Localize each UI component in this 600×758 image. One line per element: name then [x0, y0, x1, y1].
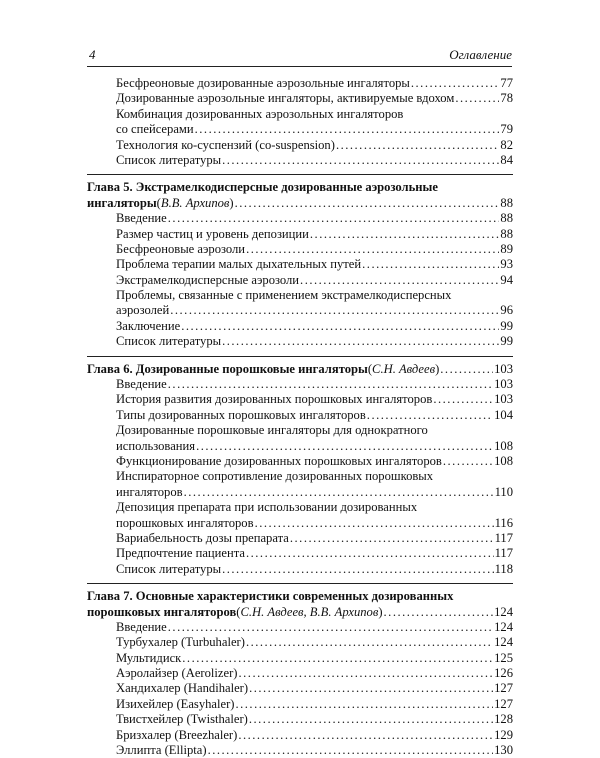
toc-entry — [87, 651, 513, 666]
toc-entry-page: 88 — [500, 211, 513, 226]
chapter-5-close-paren: ) — [229, 195, 234, 210]
toc-entry-title: Турбухалер (Turbuhaler) — [116, 635, 245, 650]
toc-entry-title: Мультидиск — [116, 650, 182, 665]
toc-entry-page: 93 — [500, 257, 513, 272]
toc-entry — [87, 666, 513, 681]
toc-entry-title: Дозированные аэрозольные ингаляторы, активируемые вдохом — [116, 91, 455, 106]
toc-entry — [87, 273, 513, 288]
toc-entry-title: Список литературы — [116, 334, 222, 349]
toc-entry — [87, 91, 513, 106]
toc-entry-page: 77 — [500, 76, 513, 90]
toc-entry-page: 124 — [494, 619, 513, 634]
leader-dots — [246, 242, 499, 257]
toc-entry-title: использования — [116, 438, 196, 453]
chapter-5-page: 88 — [500, 195, 513, 210]
header-rule — [87, 66, 512, 67]
toc-entry-title: Эллипта (Ellipta) — [116, 743, 207, 758]
toc-entry-page: 79 — [500, 122, 513, 137]
chapter-6-page: 103 — [494, 361, 513, 376]
chapter-7-title-end: порошковых ингаляторов — [87, 604, 237, 619]
toc-entry-title: со спейсерами — [116, 122, 194, 137]
chapter-separator — [87, 356, 513, 357]
table-of-contents — [87, 76, 513, 758]
toc-entry-title: Введение — [116, 619, 167, 634]
toc-entry-page: 124 — [494, 635, 513, 650]
chapter-separator — [87, 583, 513, 584]
toc-entry — [87, 620, 513, 635]
leader-dots — [195, 122, 500, 137]
toc-entry — [87, 392, 513, 407]
running-title: Оглавление — [449, 47, 512, 62]
leader-dots — [255, 516, 494, 531]
toc-entry-title: Заключение — [116, 318, 181, 333]
leader-dots — [411, 76, 500, 91]
leader-dots — [181, 319, 499, 334]
toc-entry-page: 78 — [500, 91, 513, 106]
page-number: 4 — [89, 47, 96, 62]
toc-entry-page: 117 — [494, 530, 513, 545]
leader-dots — [440, 362, 493, 377]
toc-entry-page: 99 — [500, 318, 513, 333]
toc-entry — [87, 122, 513, 137]
chapter-6-open-paren: ( — [367, 361, 373, 376]
toc-entry-title: Список литературы — [116, 561, 222, 576]
toc-entry-page: 108 — [494, 438, 513, 453]
chapter-7-close-paren: ) — [378, 604, 383, 619]
leader-dots — [249, 712, 493, 727]
toc-entry-page: 94 — [500, 272, 513, 287]
toc-entry — [87, 743, 513, 758]
toc-entry-title: Бесфреоновые дозированные аэрозольные ингаляторы — [116, 76, 410, 90]
leader-dots — [384, 605, 494, 620]
toc-entry — [87, 516, 513, 531]
toc-entry — [87, 454, 513, 469]
leader-dots — [300, 273, 499, 288]
toc-entry-title: Размер частиц и уровень депозиции — [116, 226, 309, 241]
leader-dots — [246, 546, 494, 561]
leader-dots — [290, 531, 494, 546]
toc-entry-title: ингаляторов — [116, 484, 183, 499]
toc-entry-title-line: Депозиция препарата при использовании дозированных — [116, 500, 418, 515]
chapter-7-title-line-2 — [87, 605, 513, 620]
toc-entry — [87, 635, 513, 650]
top-entries — [87, 76, 513, 168]
toc-entry — [87, 531, 513, 546]
leader-dots — [235, 697, 493, 712]
leader-dots — [455, 91, 499, 106]
toc-entry-page: 108 — [494, 453, 513, 468]
toc-entry — [87, 227, 513, 242]
chapter-separator — [87, 174, 513, 175]
leader-dots — [238, 728, 493, 743]
leader-dots — [208, 743, 494, 758]
toc-entry-page: 96 — [500, 303, 513, 318]
chapter-7-title-line-1: Глава 7. Основные характеристики современных дозированных — [87, 589, 454, 604]
leader-dots — [367, 408, 493, 423]
toc-entry — [87, 211, 513, 226]
toc-entry-page: 82 — [500, 137, 513, 152]
leader-dots — [182, 651, 493, 666]
chapter-7-entries — [87, 620, 513, 758]
toc-entry — [87, 546, 513, 561]
toc-entry-page: 89 — [500, 241, 513, 256]
toc-entry-title-line: Дозированные порошковые ингаляторы для однократного — [116, 423, 428, 438]
toc-entry — [87, 153, 513, 168]
toc-entry-page: 127 — [494, 681, 513, 696]
toc-entry — [87, 712, 513, 727]
toc-entry-page: 103 — [494, 377, 513, 392]
toc-entry-title: порошковых ингаляторов — [116, 515, 254, 530]
leader-dots — [246, 635, 493, 650]
toc-entry-title: Вариабельность дозы препарата — [116, 530, 289, 545]
toc-entry-page: 130 — [494, 743, 513, 758]
toc-entry-title: Хандихалер (Handihaler) — [116, 681, 249, 696]
toc-entry-title: Технология ко-суспензий (co-suspension) — [116, 137, 335, 152]
toc-entry-title: Проблема терапии малых дыхательных путей — [116, 257, 362, 272]
toc-entry — [87, 242, 513, 257]
toc-entry-title: Предпочтение пациента — [116, 546, 245, 561]
toc-entry-title: История развития дозированных порошковых ингаляторов — [116, 392, 433, 407]
leader-dots — [168, 620, 493, 635]
toc-entry-title: Функционирование дозированных порошковых ингаляторов — [116, 453, 442, 468]
chapter-5-title-end: ингаляторы — [87, 195, 157, 210]
leader-dots — [222, 562, 493, 577]
toc-entry — [87, 257, 513, 272]
toc-entry-title: Изихейлер (Easyhaler) — [116, 696, 235, 711]
toc-entry-title: Список литературы — [116, 152, 222, 167]
toc-entry-page: 84 — [500, 152, 513, 167]
toc-entry — [87, 76, 513, 91]
leader-dots — [443, 454, 493, 469]
toc-entry-page: 116 — [494, 515, 513, 530]
toc-entry-title-line: Проблемы, связанные с применением экстрамелкодисперсных — [116, 288, 452, 303]
toc-entry — [87, 303, 513, 318]
toc-entry-page: 88 — [500, 226, 513, 241]
toc-entry-title: Бесфреоновые аэрозоли — [116, 241, 246, 256]
leader-dots — [336, 138, 499, 153]
leader-dots — [222, 334, 499, 349]
toc-entry-page: 110 — [494, 484, 513, 499]
toc-entry-page: 104 — [494, 407, 513, 422]
leader-dots — [249, 681, 493, 696]
leader-dots — [362, 257, 499, 272]
toc-entry — [87, 681, 513, 696]
toc-entry-page: 125 — [494, 650, 513, 665]
toc-entry — [87, 728, 513, 743]
toc-entry-title: Экстрамелкодисперсные аэрозоли — [116, 272, 300, 287]
chapter-5-title-line-1: Глава 5. Экстрамелкодисперсные дозированные аэрозольные — [87, 180, 438, 195]
chapter-5-entries — [87, 211, 513, 350]
chapter-7-author: С.Н. Авдеев, В.В. Архипов — [240, 604, 379, 619]
leader-dots — [184, 485, 494, 500]
toc-entry-page: 99 — [500, 334, 513, 349]
leader-dots — [170, 303, 499, 318]
toc-entry — [87, 408, 513, 423]
toc-entry — [87, 334, 513, 349]
toc-entry-title: Аэролайзер (Aerolizer) — [116, 666, 238, 681]
leader-dots — [168, 211, 500, 226]
leader-dots — [222, 153, 499, 168]
toc-entry-page: 117 — [494, 546, 513, 561]
toc-entry-title: Введение — [116, 377, 167, 392]
toc-entry-page: 118 — [494, 561, 513, 576]
leader-dots — [239, 666, 494, 681]
toc-entry — [87, 319, 513, 334]
toc-entry-title-line: Инспираторное сопротивление дозированных порошковых — [116, 469, 434, 484]
toc-entry — [87, 439, 513, 454]
toc-entry-title: Твистхейлер (Twisthaler) — [116, 712, 248, 727]
chapter-6-entries — [87, 377, 513, 577]
leader-dots — [196, 439, 493, 454]
toc-entry — [87, 562, 513, 577]
toc-entry-page: 126 — [494, 666, 513, 681]
toc-entry — [87, 485, 513, 500]
leader-dots — [168, 377, 493, 392]
leader-dots — [433, 392, 493, 407]
toc-entry-page: 127 — [494, 696, 513, 711]
toc-entry-page: 129 — [494, 727, 513, 742]
chapter-6-title: Глава 6. Дозированные порошковые ингаляторы — [87, 361, 368, 376]
toc-entry-title: Бризхалер (Breezhaler) — [116, 727, 238, 742]
leader-dots — [235, 196, 500, 211]
toc-entry — [87, 377, 513, 392]
chapter-6-title-line — [87, 362, 513, 377]
toc-entry-title: Введение — [116, 211, 167, 226]
toc-entry-title: аэрозолей — [116, 303, 170, 318]
chapter-5-open-paren: ( — [156, 195, 161, 210]
toc-entry-title: Типы дозированных порошковых ингаляторов — [116, 407, 366, 422]
toc-entry — [87, 697, 513, 712]
chapter-7-open-paren: ( — [236, 604, 241, 619]
toc-entry-page: 103 — [494, 392, 513, 407]
toc-entry — [87, 138, 513, 153]
leader-dots — [310, 227, 500, 242]
chapter-6-close-paren: ) — [435, 361, 440, 376]
chapter-6-author: С.Н. Авдеев — [372, 361, 436, 376]
chapter-7-page: 124 — [494, 604, 513, 619]
chapter-5-author: В.В. Архипов — [160, 195, 230, 210]
toc-entry-page: 128 — [494, 712, 513, 727]
toc-entry-title-line: Комбинация дозированных аэрозольных ингаляторов — [116, 106, 404, 121]
chapter-5-title-line-2 — [87, 196, 513, 211]
